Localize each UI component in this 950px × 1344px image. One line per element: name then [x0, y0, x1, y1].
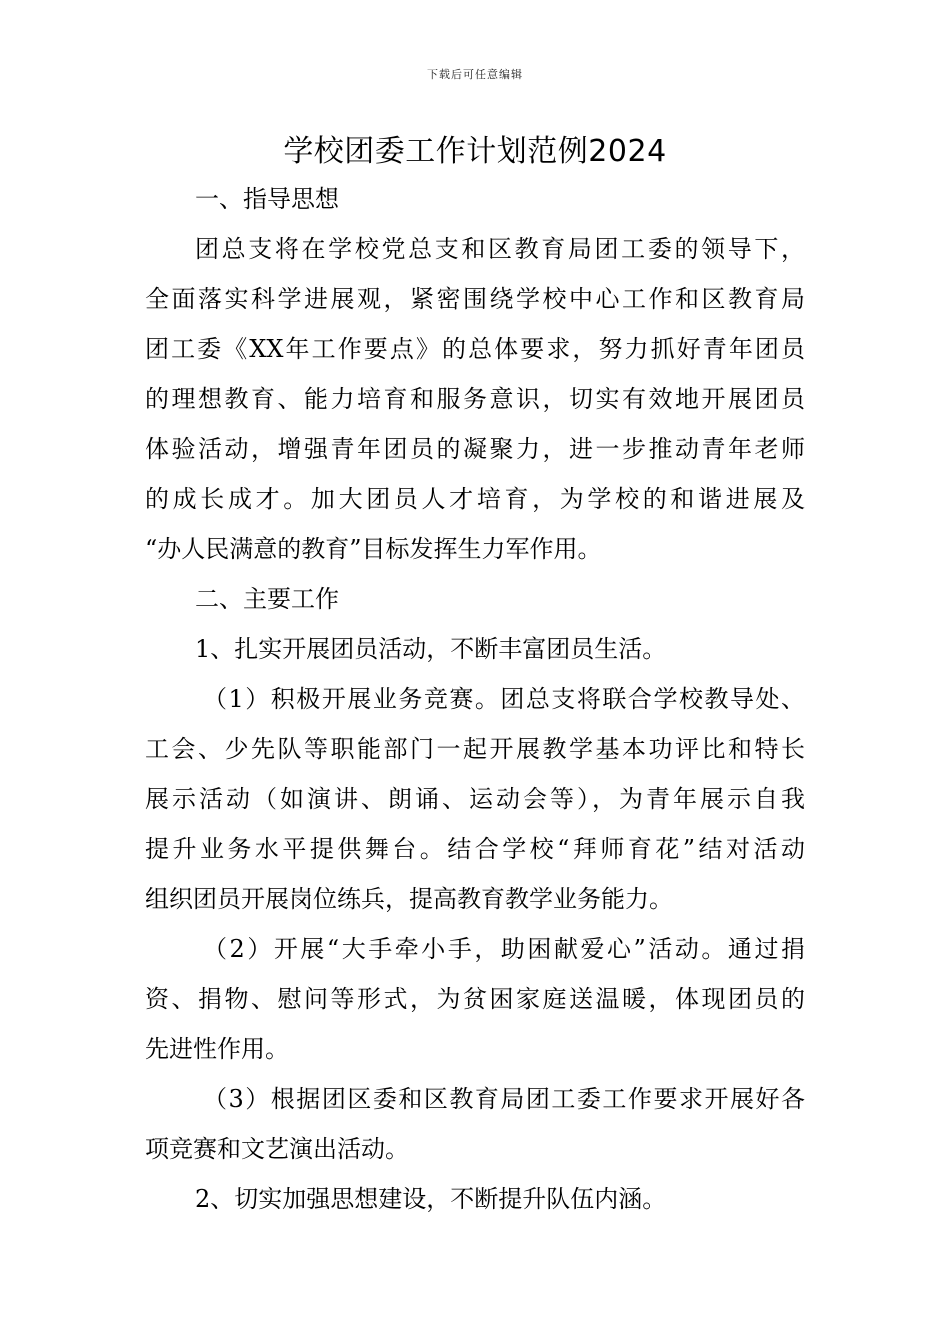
paragraph-line: （3）根据团区委和区教育局团工委工作要求开展好各 [203, 1085, 805, 1113]
paragraph-line: 2、切实加强思想建设，不断提升队伍内涵。 [195, 1185, 667, 1213]
paragraph-line: （2）开展“大手牵小手，助困献爱心”活动。通过捐 [203, 935, 805, 963]
document-body [145, 174, 805, 1224]
paragraph-line: 体验活动，增强青年团员的凝聚力，进一步推动青年老师 [145, 435, 805, 463]
paragraph-line: 团工委《XX年工作要点》的总体要求，努力抓好青年团员 [145, 335, 805, 363]
header-note: 下载后可任意编辑 [427, 68, 523, 81]
paragraph-line: 展示活动（如演讲、朗诵、运动会等），为青年展示自我 [145, 785, 805, 813]
paragraph-line: 1、扎实开展团员活动，不断丰富团员生活。 [195, 635, 667, 663]
paragraph-line: 先进性作用。 [145, 1035, 289, 1063]
paragraph-line: 项竞赛和文艺演出活动。 [145, 1135, 409, 1163]
paragraph-line: 组织团员开展岗位练兵，提高教育教学业务能力。 [145, 885, 673, 913]
paragraph-line: 提升业务水平提供舞台。结合学校“拜师育花”结对活动 [145, 835, 805, 863]
paragraph-line: 全面落实科学进展观，紧密围绕学校中心工作和区教育局 [145, 285, 805, 313]
paragraph-line: 一、指导思想 [195, 185, 339, 213]
paragraph-line: （1）积极开展业务竞赛。团总支将联合学校教导处、 [203, 685, 805, 713]
paragraph-line: 资、捐物、慰问等形式，为贫困家庭送温暖，体现团员的 [145, 985, 805, 1013]
paragraph-line: 团总支将在学校党总支和区教育局团工委的领导下， [195, 235, 805, 263]
paragraph-line: 的理想教育、能力培育和服务意识，切实有效地开展团员 [145, 385, 805, 413]
paragraph-line: 二、主要工作 [195, 585, 339, 613]
paragraph-line: 工会、少先队等职能部门一起开展教学基本功评比和特长 [145, 735, 805, 763]
paragraph-line: “办人民满意的教育”目标发挥生力军作用。 [145, 535, 602, 563]
document-title: 学校团委工作计划范例2024 [283, 134, 667, 169]
paragraph-line: 的成长成才。加大团员人才培育，为学校的和谐进展及 [145, 485, 805, 513]
